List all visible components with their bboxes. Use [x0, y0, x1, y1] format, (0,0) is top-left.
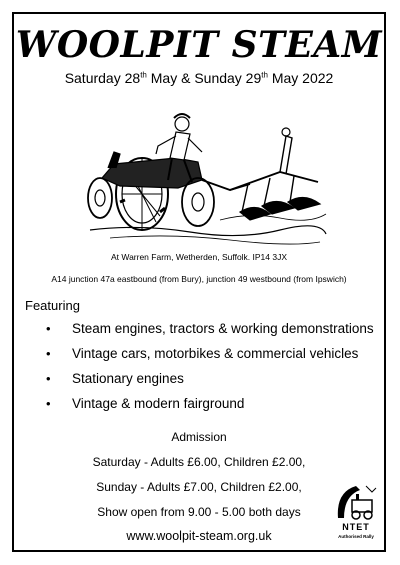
list-item — [46, 370, 374, 395]
ntet-engine-logo-icon — [332, 482, 380, 522]
date-suffix-2: th — [261, 70, 268, 80]
date-year: May 2022 — [267, 70, 334, 86]
price-sunday: Sunday - Adults £7.00, Children £2.00, — [96, 480, 302, 494]
bullet-icon: • — [46, 396, 51, 411]
date-saturday: Saturday 28 — [64, 70, 141, 86]
ntet-name: NTET — [342, 522, 370, 532]
feature-text: Vintage cars, motorbikes & commercial vehicles — [72, 346, 359, 361]
list-item — [46, 345, 374, 370]
ntet-tagline: Authorised Rally — [338, 534, 374, 539]
date-suffix-1: th — [140, 70, 147, 80]
road-directions: A14 junction 47a eastbound (from Bury), junction 49 westbound (from Ipswich) — [51, 274, 347, 284]
opening-hours: Show open from 9.00 - 5.00 both days — [97, 505, 301, 519]
date-sunday: May & Sunday 29 — [146, 70, 262, 86]
bullet-icon: • — [46, 346, 51, 361]
features-list — [46, 320, 374, 420]
feature-text: Vintage & modern fairground — [72, 396, 245, 411]
venue-address: At Warren Farm, Wetherden, Suffolk. IP14 3JX — [110, 252, 288, 262]
feature-text: Stationary engines — [72, 371, 184, 386]
event-dates — [14, 70, 384, 86]
price-saturday: Saturday - Adults £6.00, Children £2.00, — [92, 455, 306, 469]
ntet-logo — [332, 482, 380, 544]
feature-text: Steam engines, tractors & working demonstrations — [72, 321, 374, 336]
admission-heading: Admission — [171, 430, 227, 444]
featuring-heading: Featuring — [25, 298, 80, 313]
steam-tractor-plough-icon — [80, 102, 328, 252]
bullet-icon: • — [46, 321, 51, 336]
website-link[interactable]: www.woolpit-steam.org.uk — [126, 529, 272, 543]
list-item — [46, 320, 374, 345]
bullet-icon: • — [46, 371, 51, 386]
event-poster — [12, 12, 386, 552]
poster-title: WOOLPIT STEAM — [15, 24, 383, 66]
list-item — [46, 395, 374, 420]
